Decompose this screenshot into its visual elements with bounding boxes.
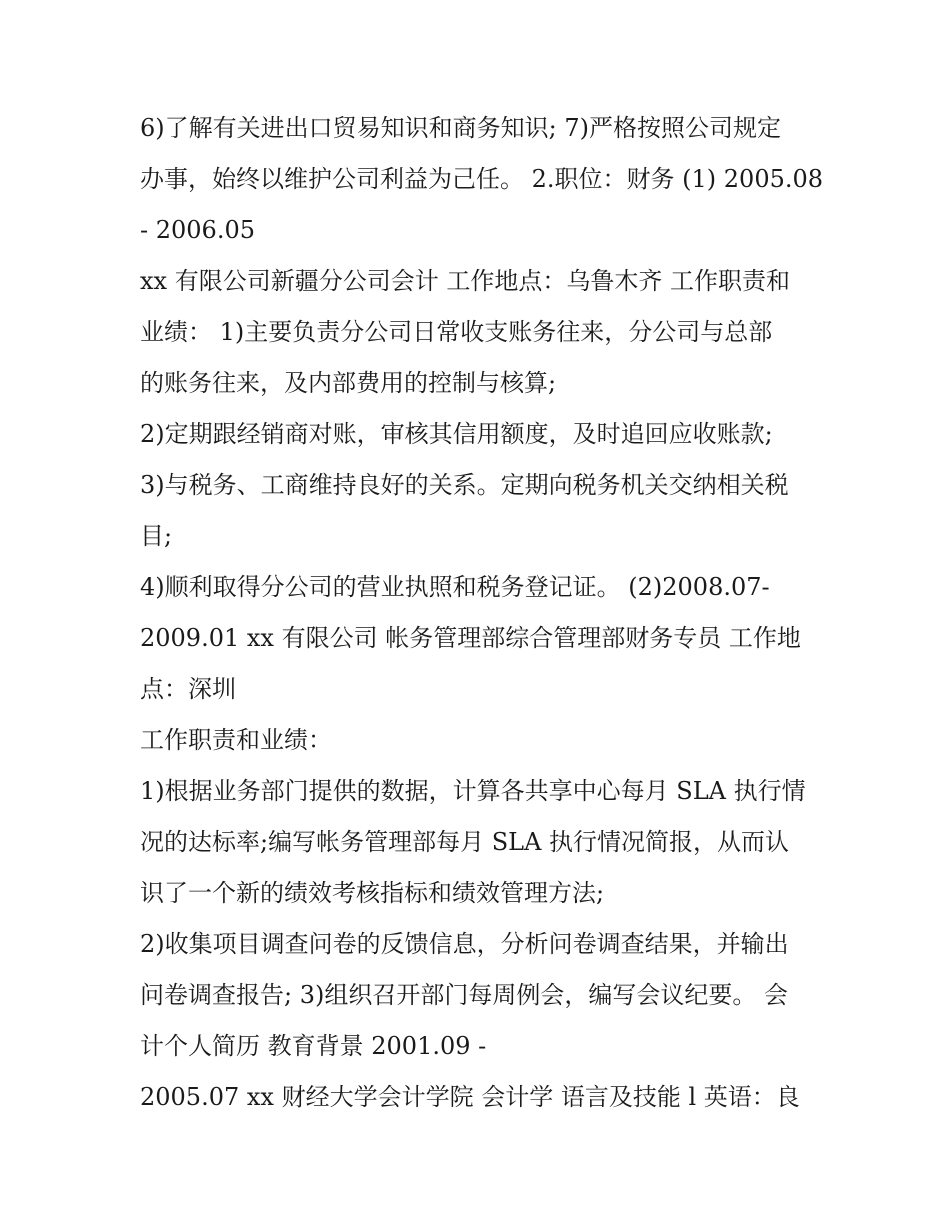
text-line: 办事，始终以维护公司利益为己任。 2.职位：财务 (1) 2005.08 bbox=[140, 165, 824, 193]
text-line: 2)收集项目调查问卷的反馈信息，分析问卷调查结果，并输出 bbox=[140, 930, 789, 958]
text-line: 目; bbox=[140, 522, 173, 550]
text-line: 2)定期跟经销商对账，审核其信用额度，及时追回应收账款; bbox=[140, 420, 773, 448]
text-line: 计个人简历 教育背景 2001.09 - bbox=[140, 1032, 487, 1060]
text-line: 点：深圳 bbox=[140, 675, 236, 703]
text-line: - 2006.05 bbox=[140, 216, 255, 244]
text-line: 的账务往来，及内部费用的控制与核算; bbox=[140, 369, 557, 397]
text-line: 6)了解有关进出口贸易知识和商务知识; 7)严格按照公司规定 bbox=[140, 114, 781, 142]
text-line: 况的达标率;编写帐务管理部每月 SLA 执行情况简报，从而认 bbox=[140, 828, 790, 856]
text-line: 工作职责和业绩： bbox=[140, 726, 332, 754]
text-line: 业绩： 1)主要负责分公司日常收支账务往来，分公司与总部 bbox=[140, 318, 773, 346]
body-text bbox=[140, 103, 824, 1123]
text-line: 4)顺利取得分公司的营业执照和税务登记证。 (2)2008.07- bbox=[140, 573, 770, 601]
text-line: 2009.01 xx 有限公司 帐务管理部综合管理部财务专员 工作地 bbox=[140, 624, 801, 652]
text-line: 问卷调查报告; 3)组织召开部门每周例会，编写会议纪要。 会 bbox=[140, 981, 788, 1009]
text-line: 1)根据业务部门提供的数据，计算各共享中心每月 SLA 执行情 bbox=[140, 777, 806, 805]
text-line: 2005.07 xx 财经大学会计学院 会计学 语言及技能 l 英语：良 bbox=[140, 1083, 800, 1111]
text-line: 3)与税务、工商维持良好的关系。定期向税务机关交纳相关税 bbox=[140, 471, 789, 499]
text-line: 识了一个新的绩效考核指标和绩效管理方法; bbox=[140, 879, 605, 907]
text-line: xx 有限公司新疆分公司会计 工作地点：乌鲁木齐 工作职责和 bbox=[140, 267, 790, 295]
